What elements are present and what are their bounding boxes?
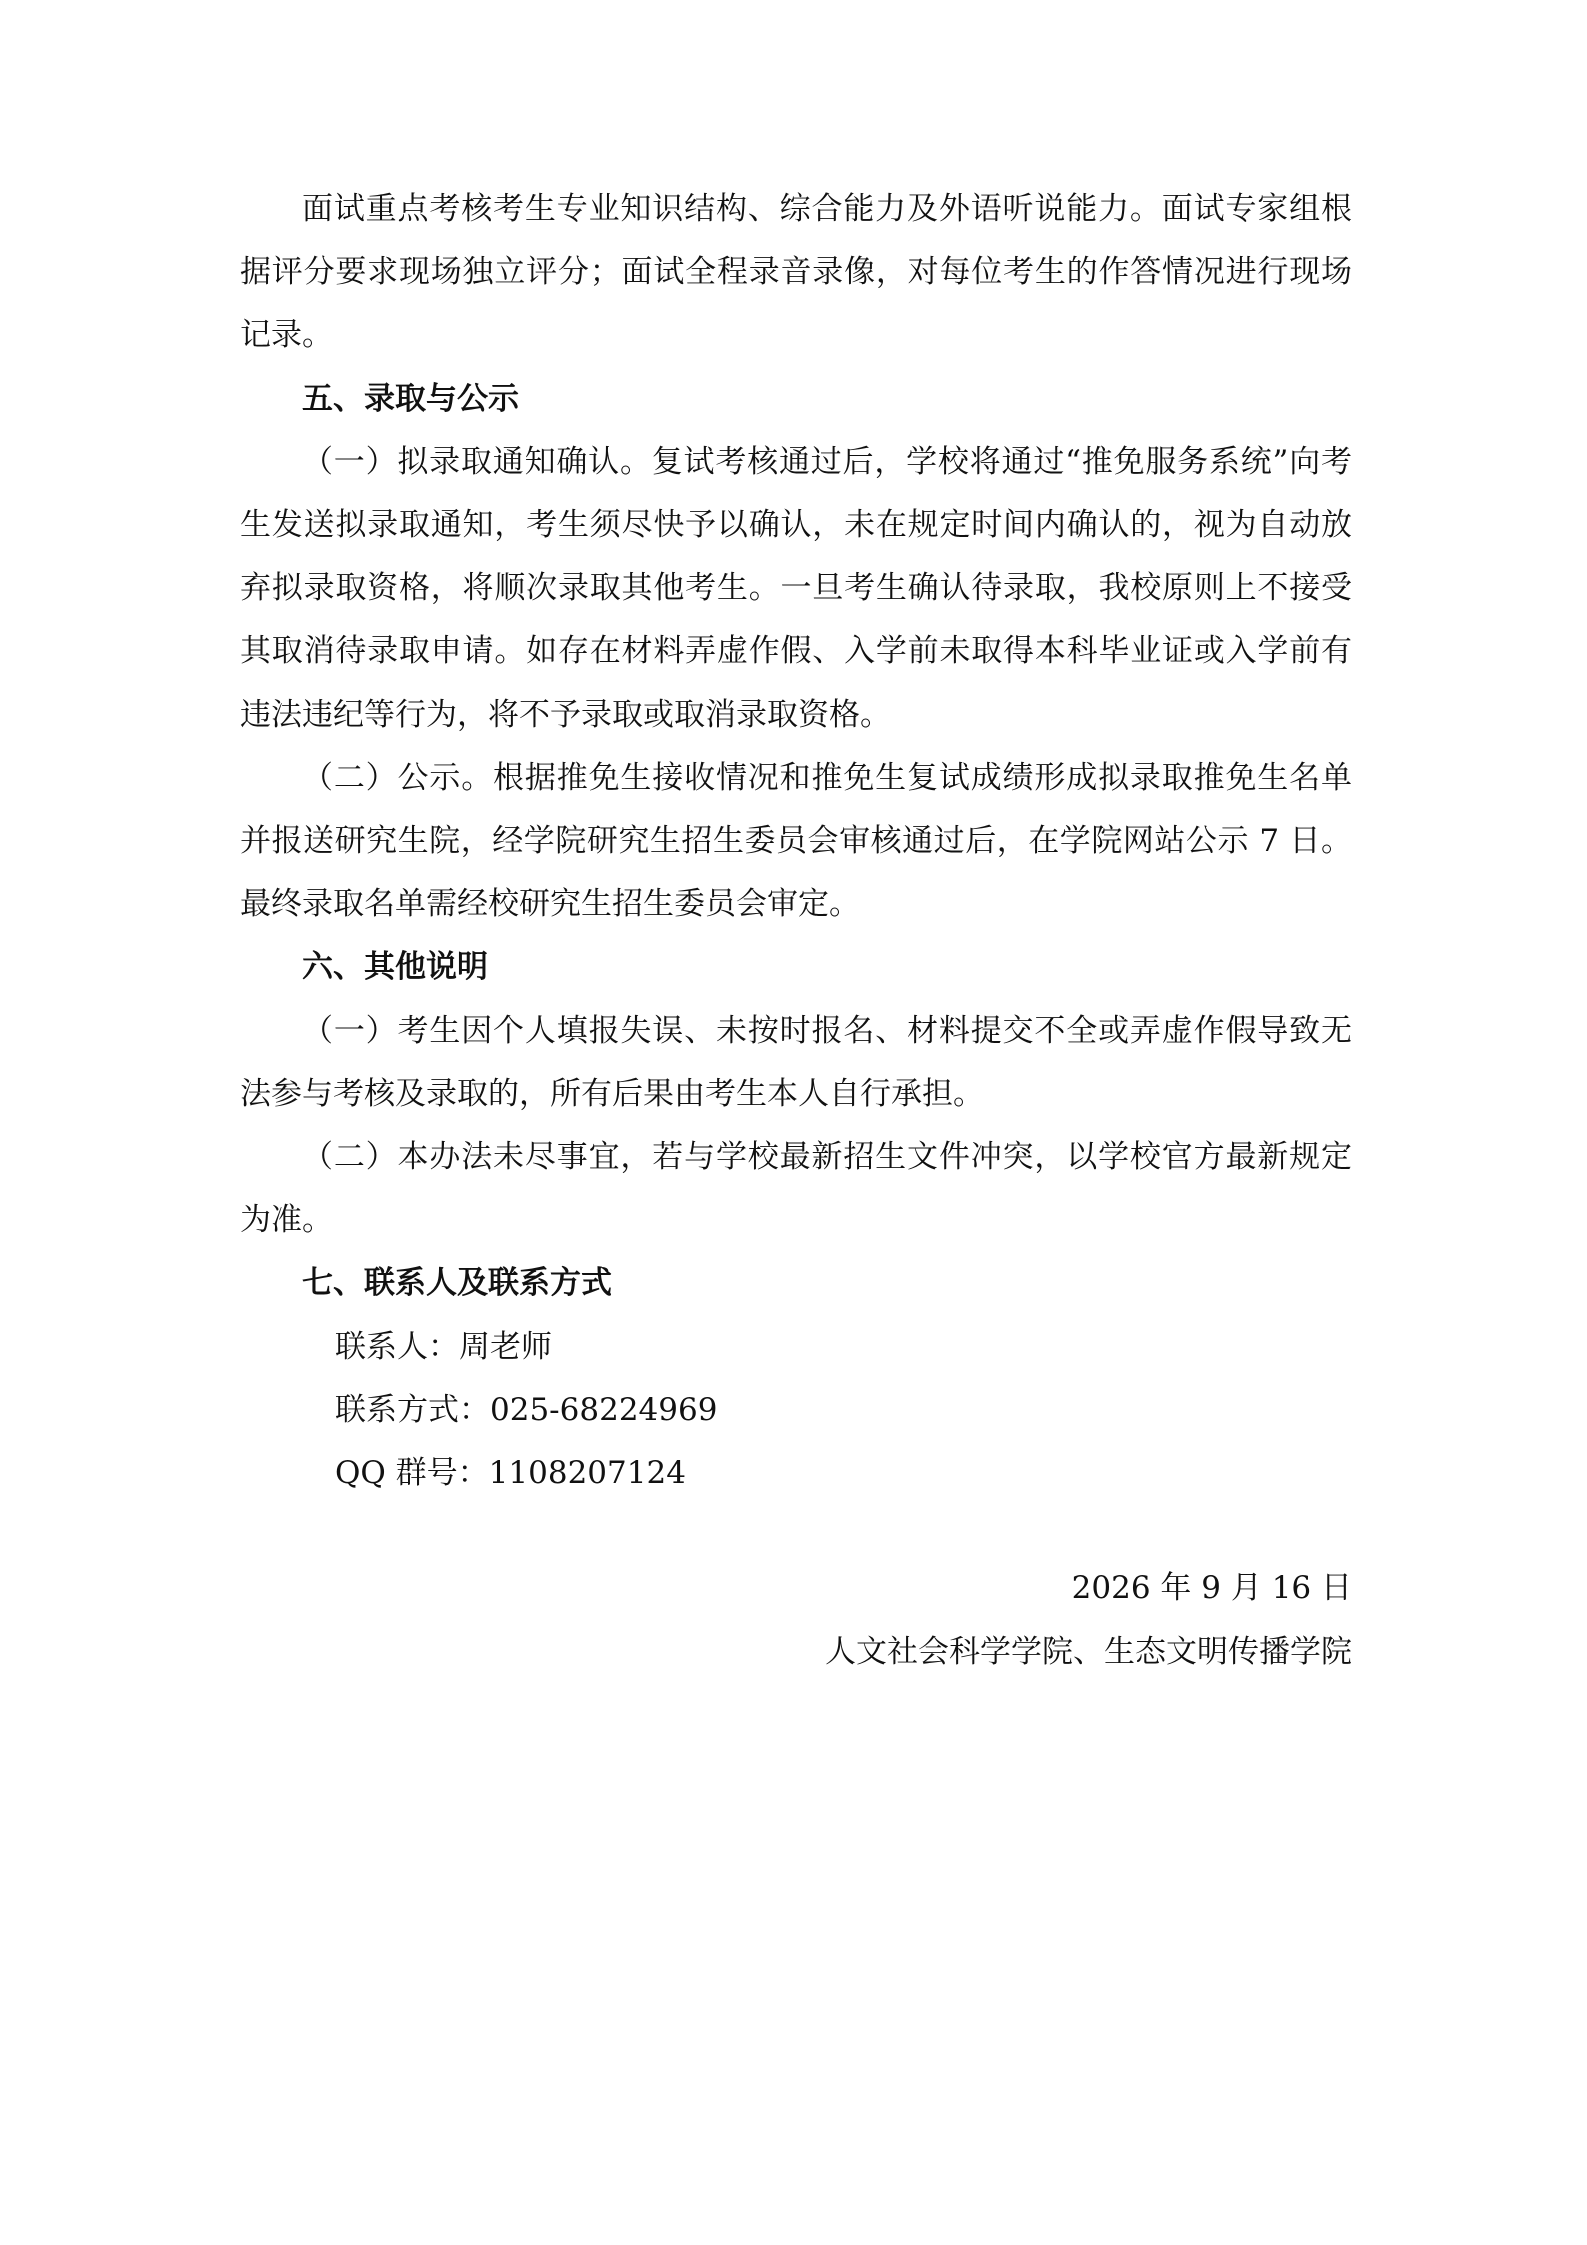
signature-date: 2026 年 9 月 16 日 — [1071, 1570, 1352, 1606]
other-paragraph-2: （二）本办法未尽事宜，若与学校最新招生文件冲突，以学校官方最新规定为准。 — [240, 1139, 1352, 1239]
other-paragraph-1: （一）考生因个人填报失误、未按时报名、材料提交不全或弄虚作假导致无法参与考核及录取的，所有后果由考生本人自行承担。 — [240, 1012, 1352, 1112]
section-heading-contact: 七、联系人及联系方式 — [302, 1265, 612, 1302]
section-heading-other: 六、其他说明 — [302, 949, 488, 986]
admission-notice-paragraph: （一）拟录取通知确认。复试考核通过后，学校将通过“推免服务系统”向考生发送拟录取通知，考生须尽快予以确认，未在规定时间内确认的，视为自动放弃拟录取资格，将顺次录取其他考生。一旦考生确认待录取，我校原则上不接受其取消待录取申请。如存在材料弄虚作假、入学前未取得本科毕业证或入学前有违法违纪等行为，将不予录取或取消录取资格。 — [240, 443, 1352, 733]
signature-organization: 人文社会科学学院、生态文明传播学院 — [825, 1634, 1352, 1670]
interview-paragraph: 面试重点考核考生专业知识结构、综合能力及外语听说能力。面试专家组根据评分要求现场独立评分；面试全程录音录像，对每位考生的作答情况进行现场记录。 — [240, 191, 1352, 354]
section-heading-admission: 五、录取与公示 — [302, 380, 519, 417]
document-body — [240, 178, 1352, 1505]
contact-person: 联系人：周老师 — [335, 1328, 552, 1365]
contact-phone: 联系方式：025-68224969 — [335, 1391, 718, 1428]
publicity-paragraph: （二）公示。根据推免生接收情况和推免生复试成绩形成拟录取推免生名单并报送研究生院，经学院研究生招生委员会审核通过后，在学院网站公示 7 日。最终录取名单需经校研究生招生委员会审定。 — [240, 759, 1352, 923]
contact-qq: QQ 群号：1108207124 — [335, 1455, 686, 1492]
